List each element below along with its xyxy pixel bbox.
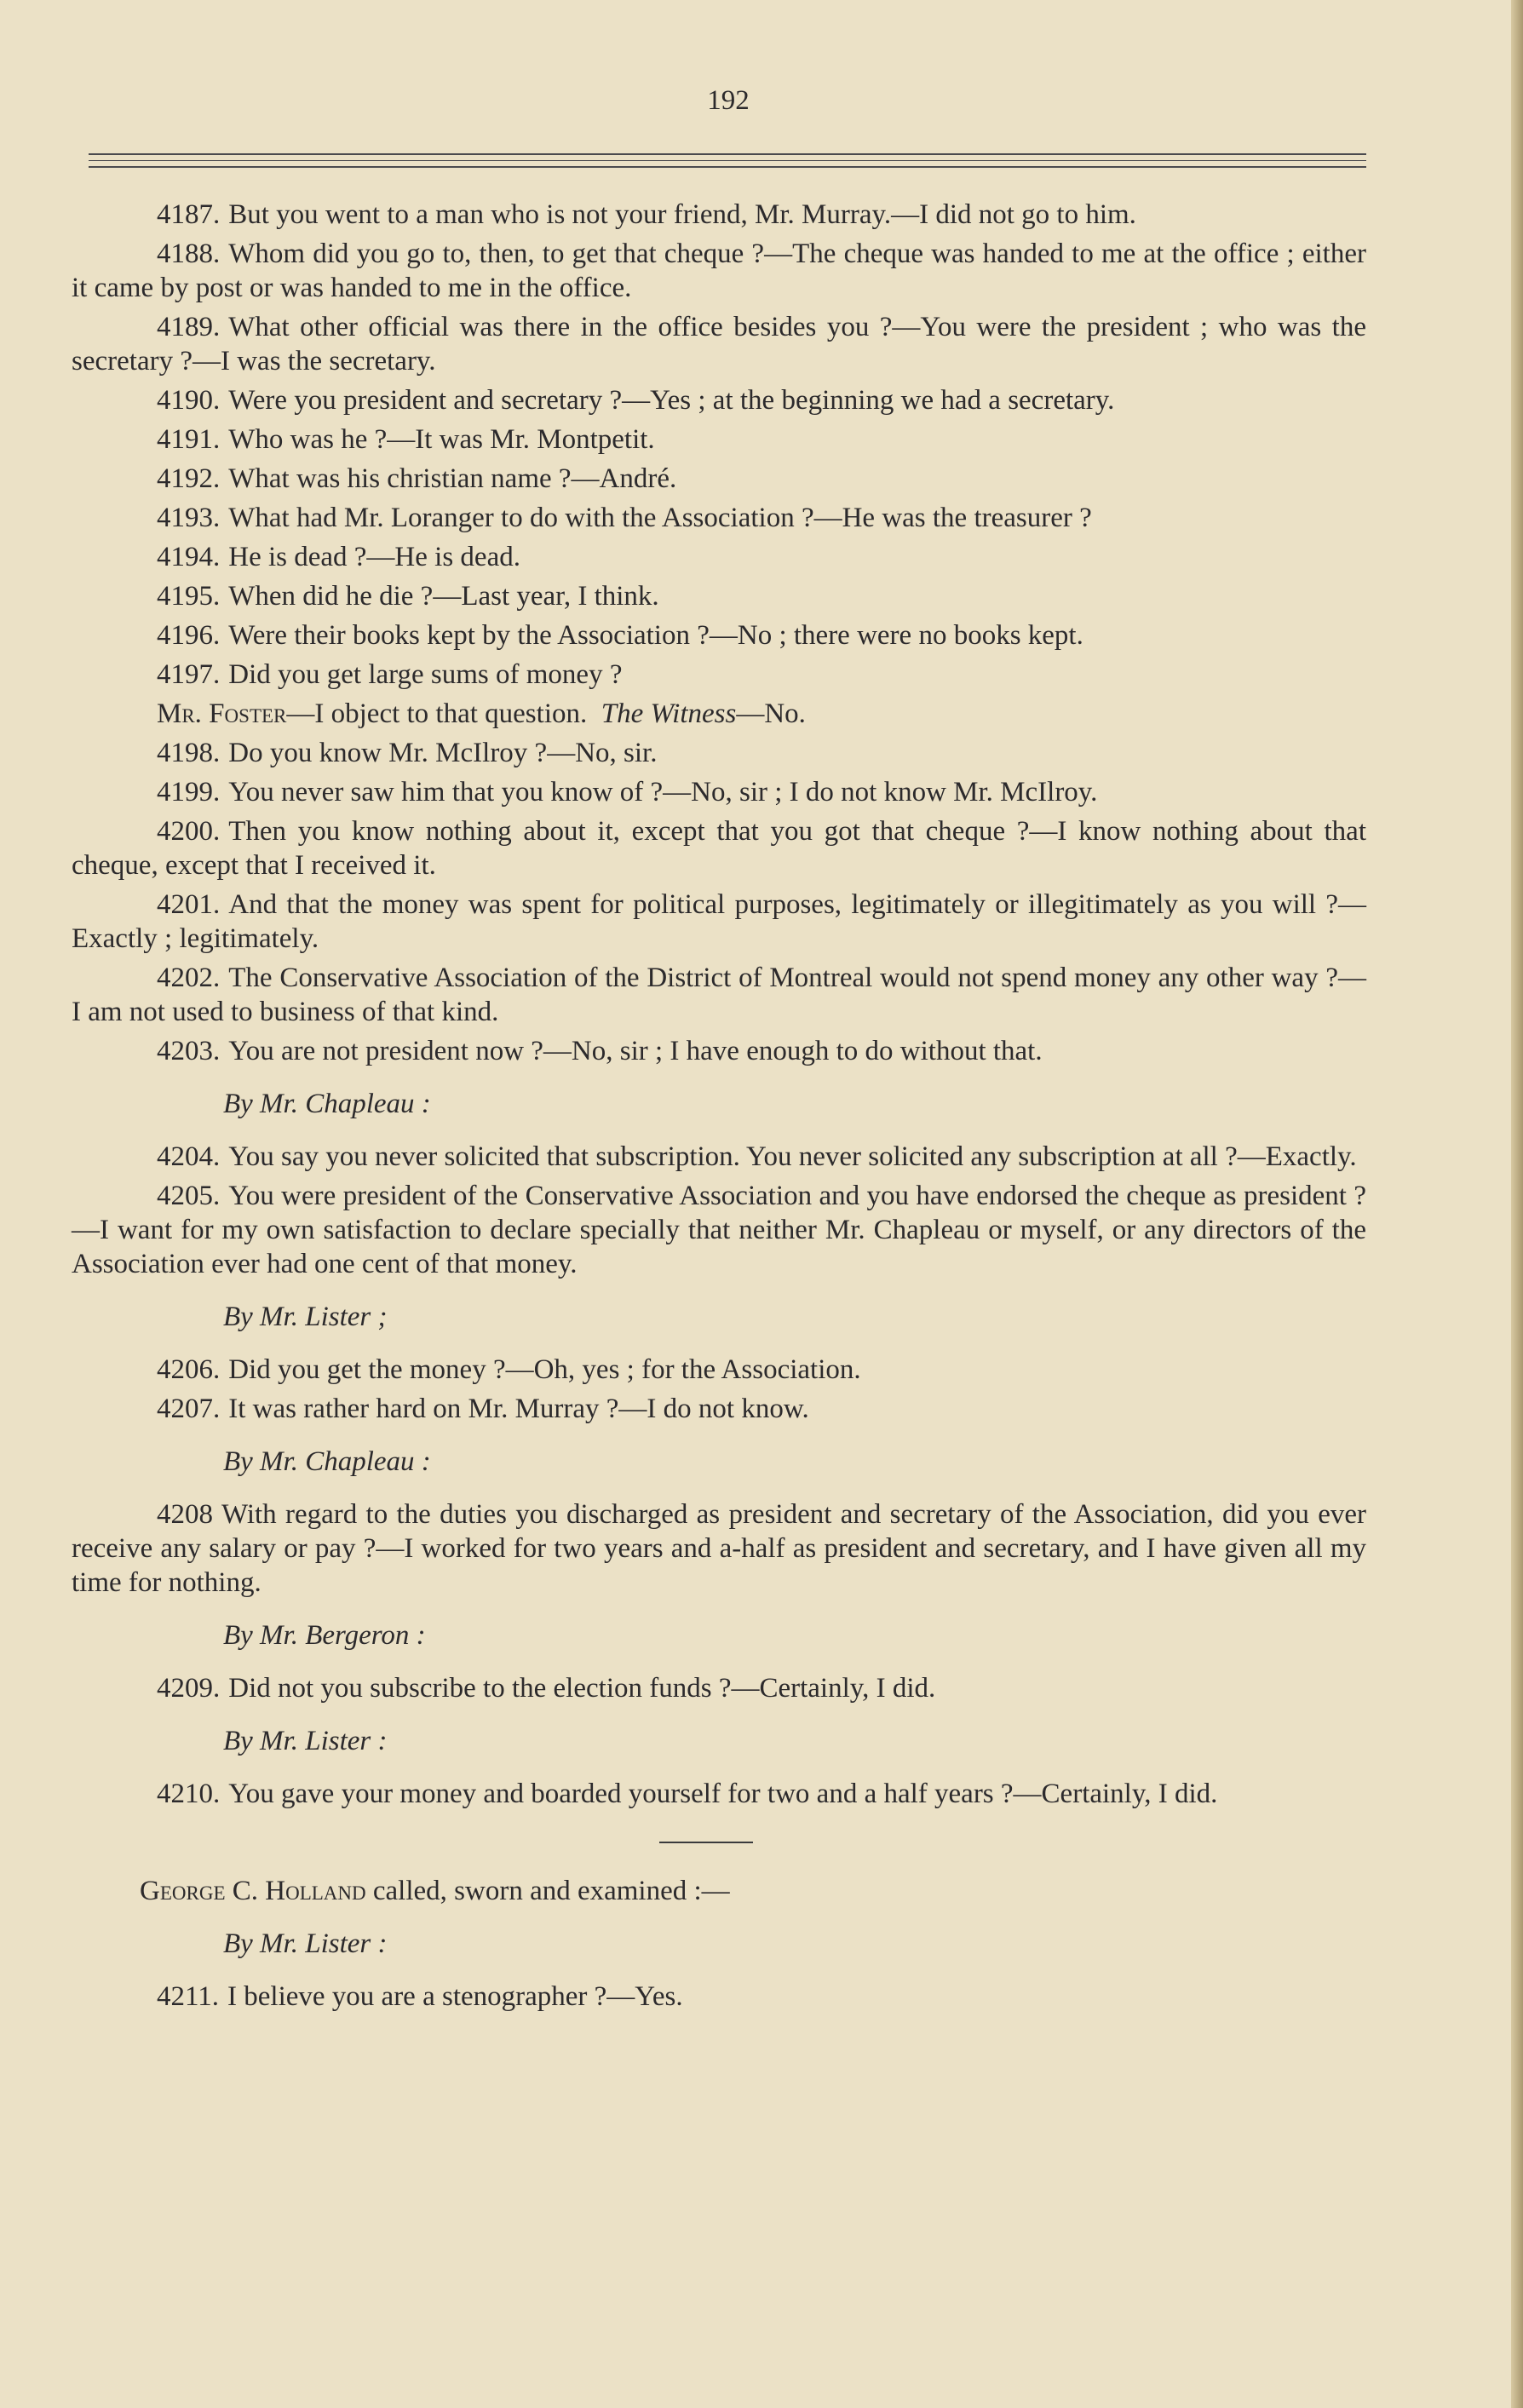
question-number: 4188. bbox=[157, 239, 221, 269]
entry-group-2 bbox=[72, 736, 1366, 1068]
entry-group-1 bbox=[72, 198, 1366, 692]
examiner-byline: By Mr. Bergeron : bbox=[223, 1620, 426, 1651]
question-number: 4200. bbox=[157, 816, 221, 847]
question-entry bbox=[72, 1353, 1366, 1387]
question-number: 4193. bbox=[157, 503, 221, 533]
question-text: Did you get the money ?—Oh, yes ; for the Association. bbox=[228, 1354, 861, 1385]
page-edge-shadow bbox=[1511, 0, 1523, 2408]
witness-reply: —No. bbox=[736, 698, 806, 729]
question-number: 4206. bbox=[157, 1354, 221, 1385]
question-entry bbox=[72, 540, 1366, 574]
question-entry bbox=[72, 1179, 1366, 1281]
section-separator bbox=[659, 1842, 753, 1843]
witness-label: The Witness bbox=[601, 698, 737, 729]
question-number: 4204. bbox=[157, 1141, 221, 1172]
entry-group-3 bbox=[72, 1140, 1366, 1281]
examiner-byline: By Mr. Chapleau : bbox=[223, 1446, 431, 1477]
question-entry bbox=[72, 579, 1366, 613]
question-number: 4190. bbox=[157, 385, 221, 416]
question-number: 4208 bbox=[157, 1499, 213, 1530]
question-number: 4189. bbox=[157, 312, 221, 342]
question-text: You are not president now ?—No, sir ; I have enough to do without that. bbox=[228, 1036, 1043, 1066]
question-entry bbox=[72, 1034, 1366, 1068]
question-number: 4199. bbox=[157, 777, 221, 807]
question-text: Did not you subscribe to the election funds ?—Certainly, I did. bbox=[228, 1673, 936, 1704]
question-entry bbox=[72, 1777, 1366, 1811]
question-text: With regard to the duties you discharged as president and secretary of the Association, did you ever receive any salary or pay ?—I worked for two years and a-half as president and secretary, and I have given all my time for nothing. bbox=[72, 1499, 1366, 1598]
question-entry bbox=[72, 888, 1366, 956]
question-entry bbox=[72, 462, 1366, 496]
question-entry bbox=[72, 814, 1366, 882]
question-number: 4209. bbox=[157, 1673, 221, 1704]
question-entry bbox=[72, 618, 1366, 652]
question-text: What had Mr. Loranger to do with the Association ?—He was the treasurer ? bbox=[228, 503, 1092, 533]
question-entry bbox=[72, 383, 1366, 417]
page-number: 192 bbox=[707, 85, 750, 116]
question-text: Were their books kept by the Association ?—No ; there were no books kept. bbox=[228, 620, 1083, 651]
question-entry bbox=[72, 1671, 1366, 1705]
question-text: When did he die ?—Last year, I think. bbox=[228, 581, 659, 612]
question-entry bbox=[72, 736, 1366, 770]
question-text: It was rather hard on Mr. Murray ?—I do not know. bbox=[228, 1394, 809, 1424]
question-entry bbox=[72, 1392, 1366, 1426]
question-text: Did you get large sums of money ? bbox=[228, 659, 623, 690]
question-number: 4207. bbox=[157, 1394, 221, 1424]
question-text: Whom did you go to, then, to get that cheque ?—The cheque was handed to me at the office ; either it came by post or was handed to me in the office. bbox=[72, 239, 1366, 303]
header-rule-middle bbox=[89, 160, 1366, 161]
question-number: 4196. bbox=[157, 620, 221, 651]
entry-group-4 bbox=[72, 1353, 1366, 1426]
question-number: 4187. bbox=[157, 199, 221, 230]
question-text: Were you president and secretary ?—Yes ; at the beginning we had a secretary. bbox=[228, 385, 1115, 416]
question-entry bbox=[72, 501, 1366, 535]
question-entry bbox=[72, 658, 1366, 692]
question-entry bbox=[72, 1497, 1366, 1600]
question-number: 4203. bbox=[157, 1036, 221, 1066]
question-number: 4198. bbox=[157, 738, 221, 768]
question-text: The Conservative Association of the District of Montreal would not spend money any other way ?—I am not used to business of that kind. bbox=[72, 963, 1366, 1027]
question-text: And that the money was spent for political purposes, legitimately or illegitimately as you will ?—Exactly ; legitimately. bbox=[72, 889, 1366, 954]
examiner-byline: By Mr. Chapleau : bbox=[223, 1089, 431, 1119]
question-number: 4192. bbox=[157, 463, 221, 494]
objection-line bbox=[72, 697, 1366, 731]
question-text: Who was he ?—It was Mr. Montpetit. bbox=[228, 424, 655, 455]
question-entry bbox=[72, 422, 1366, 457]
question-number: 4195. bbox=[157, 581, 221, 612]
question-text: You gave your money and boarded yourself for two and a half years ?—Certainly, I did. bbox=[228, 1779, 1218, 1809]
question-entry bbox=[72, 237, 1366, 305]
testimony-body bbox=[72, 198, 1366, 2019]
question-number: 4210. bbox=[157, 1779, 221, 1809]
question-text: You never saw him that you know of ?—No, sir ; I do not know Mr. McIlroy. bbox=[228, 777, 1098, 807]
objection-speaker: Mr. Foster bbox=[157, 698, 287, 729]
question-text: Then you know nothing about it, except that you got that cheque ?—I know nothing about that cheque, except that I received it. bbox=[72, 816, 1366, 881]
examiner-byline: By Mr. Lister ; bbox=[223, 1302, 388, 1332]
question-entry bbox=[72, 198, 1366, 232]
header-rule-top bbox=[89, 153, 1366, 155]
question-entry bbox=[72, 1980, 1366, 2014]
question-number: 4191. bbox=[157, 424, 221, 455]
question-number: 4205. bbox=[157, 1181, 221, 1211]
question-number: 4202. bbox=[157, 963, 221, 993]
question-entry bbox=[72, 310, 1366, 378]
question-text: Do you know Mr. McIlroy ?—No, sir. bbox=[228, 738, 658, 768]
witness-name: George C. Holland bbox=[140, 1876, 366, 1906]
question-text: What was his christian name ?—André. bbox=[228, 463, 677, 494]
entry-group-7 bbox=[72, 1777, 1366, 1811]
entry-group-6 bbox=[72, 1671, 1366, 1705]
question-text: But you went to a man who is not your friend, Mr. Murray.—I did not go to him. bbox=[228, 199, 1136, 230]
question-text: You were president of the Conservative Association and you have endorsed the cheque as president ?—I want for my own satisfaction to declare specially that neither Mr. Chapleau or myself, or any directors of the Association ever had one cent of that money. bbox=[72, 1181, 1366, 1279]
question-entry bbox=[72, 961, 1366, 1029]
witness-called-line bbox=[72, 1874, 1366, 1908]
question-text: He is dead ?—He is dead. bbox=[228, 542, 520, 572]
question-entry bbox=[72, 1140, 1366, 1174]
question-text: What other official was there in the office besides you ?—You were the president ; who was the secretary ?—I was the secretary. bbox=[72, 312, 1366, 376]
entry-group-8 bbox=[72, 1980, 1366, 2014]
question-entry bbox=[72, 775, 1366, 809]
objection-text: —I object to that question. bbox=[286, 698, 588, 729]
question-text: You say you never solicited that subscription. You never solicited any subscription at all ?—Exactly. bbox=[228, 1141, 1357, 1172]
question-text: I believe you are a stenographer ?—Yes. bbox=[227, 1981, 683, 2012]
examiner-byline: By Mr. Lister : bbox=[223, 1726, 388, 1756]
question-number: 4201. bbox=[157, 889, 221, 920]
question-number: 4211. bbox=[157, 1981, 220, 2012]
question-number: 4194. bbox=[157, 542, 221, 572]
question-number: 4197. bbox=[157, 659, 221, 690]
examiner-byline: By Mr. Lister : bbox=[223, 1928, 388, 1959]
witness-called-text: called, sworn and examined :— bbox=[365, 1876, 730, 1906]
header-rule-bottom bbox=[89, 166, 1366, 168]
entry-group-5 bbox=[72, 1497, 1366, 1600]
